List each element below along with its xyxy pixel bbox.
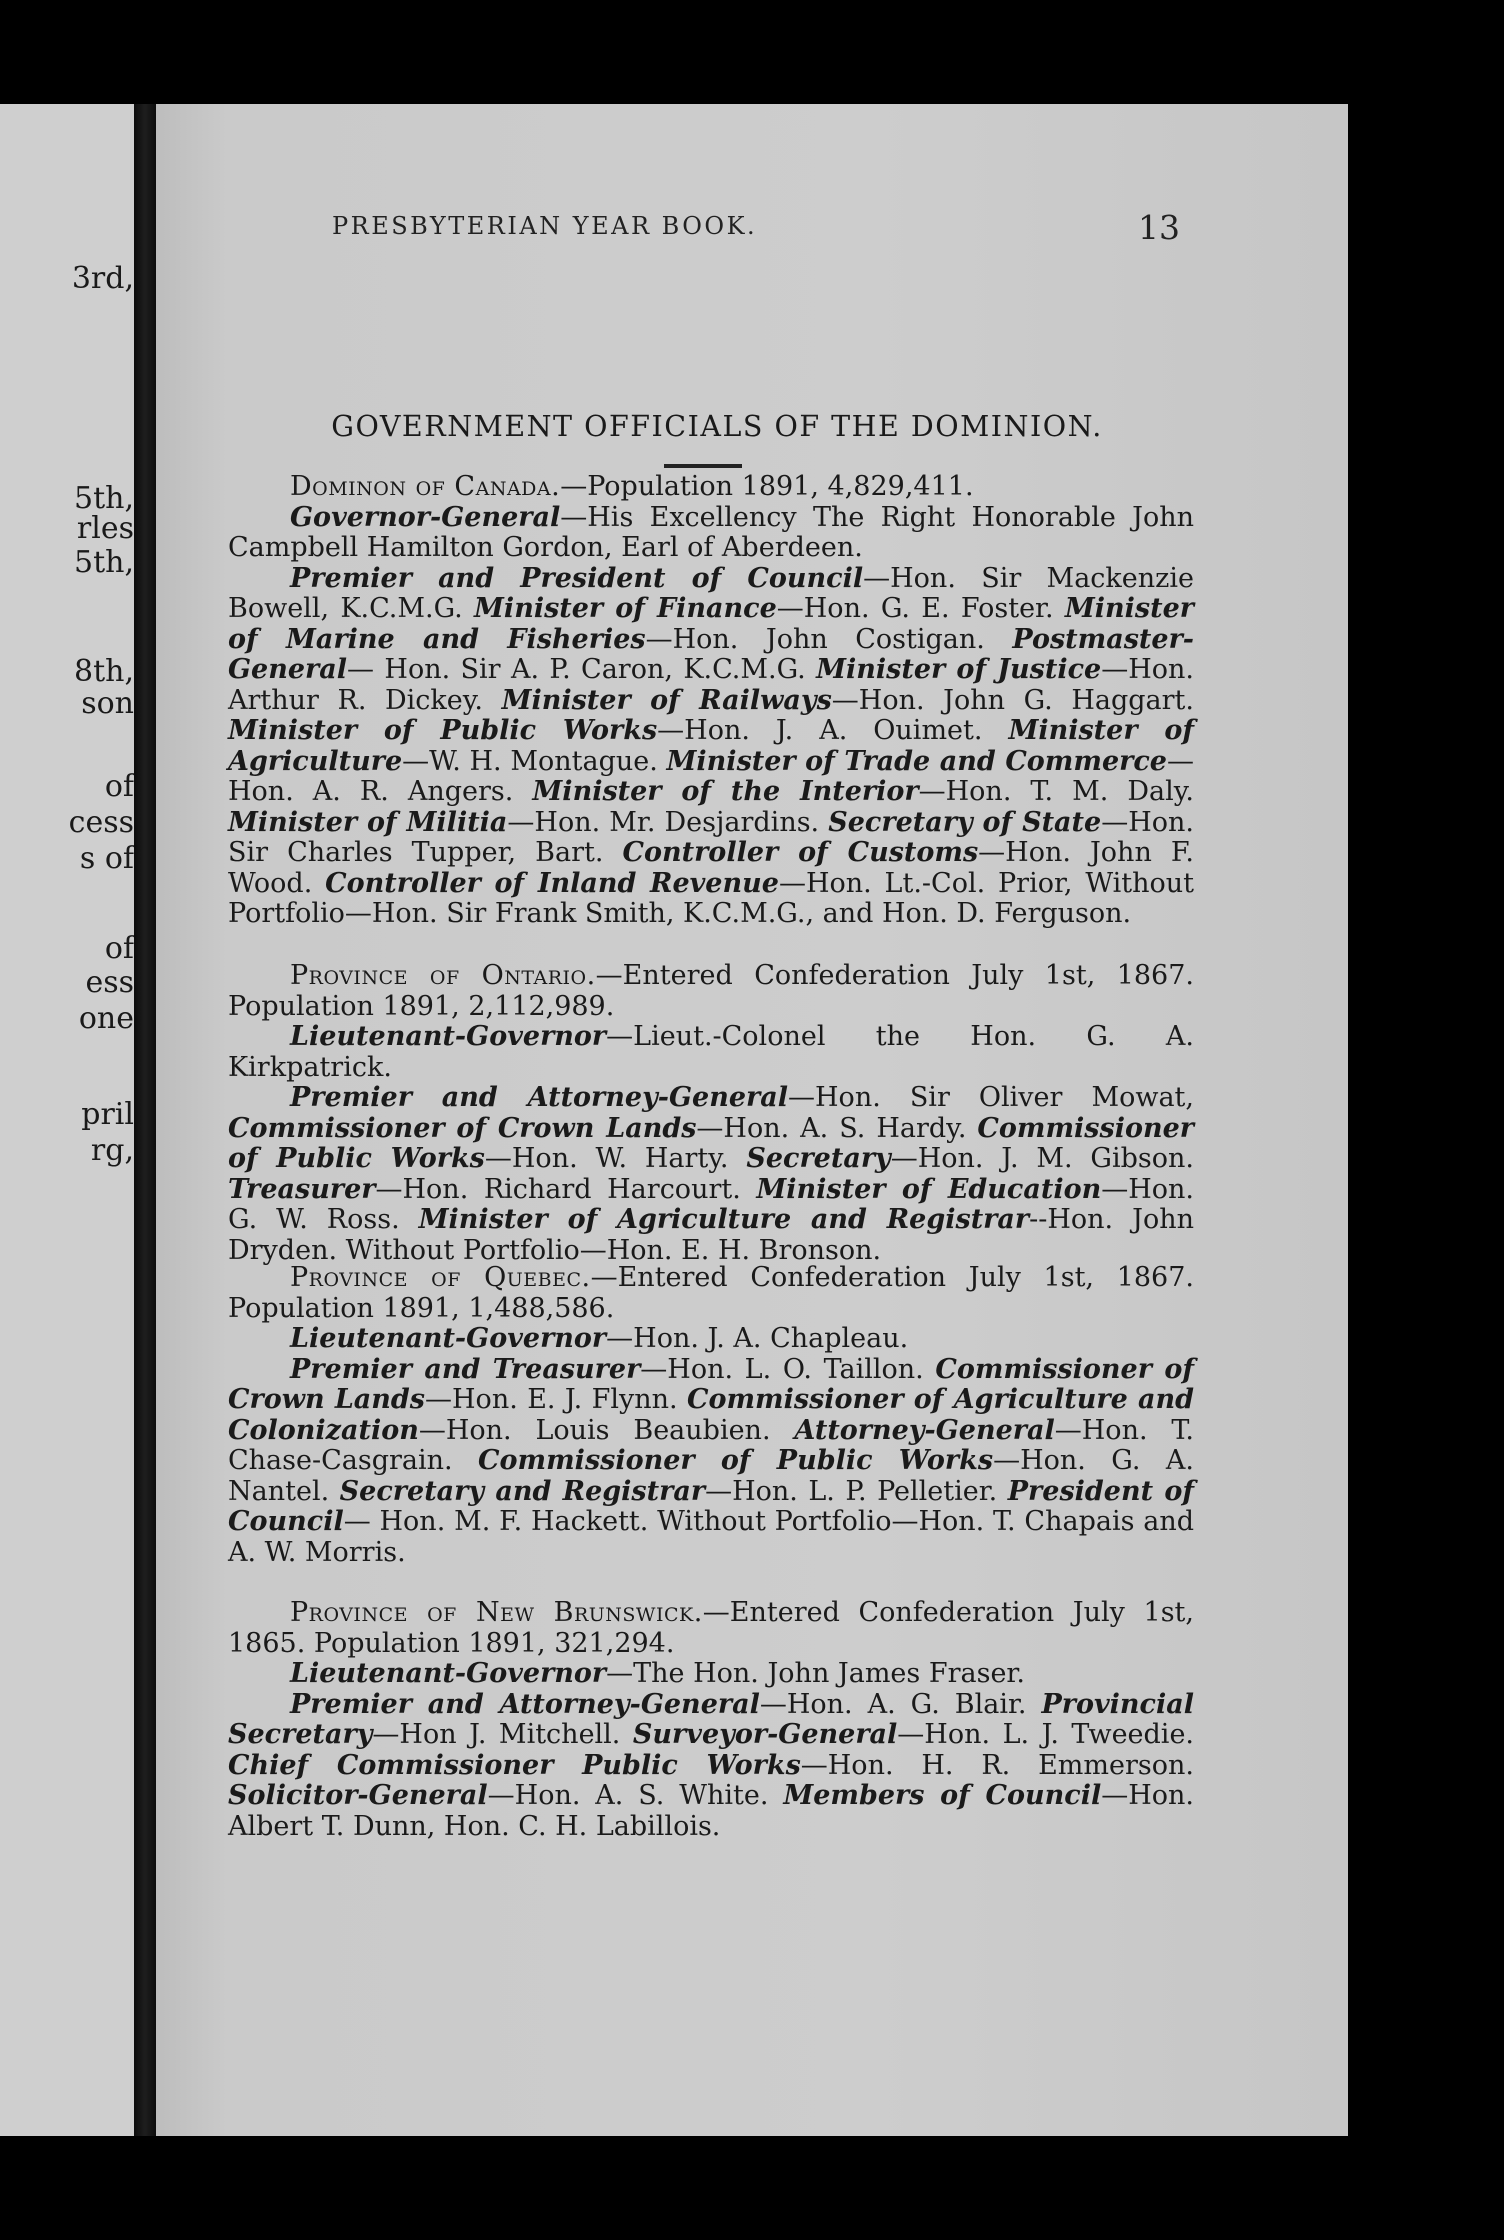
office-holder: —Hon. J. M. Gibson.	[890, 1143, 1195, 1174]
office-holder: —Hon. John F. Wood.	[228, 837, 1194, 899]
office-title: Chief Commissioner Public Works	[228, 1749, 801, 1781]
office-title: Commissioner of Public Works	[228, 1112, 1194, 1174]
office-title: Controller of Inland Revenue	[325, 867, 779, 899]
lieutenant-governor-entry	[228, 1659, 1194, 1690]
office-title: Treasurer	[228, 1173, 376, 1205]
office-holder: —W. H. Montague.	[402, 745, 658, 777]
office-holder: —Hon. Sir Charles Tupper, Bart.	[228, 806, 1194, 868]
office-title: Secretary	[746, 1143, 891, 1174]
left-page-fragment: of	[104, 931, 134, 966]
left-page-fragment: s of	[79, 841, 134, 876]
section-new-brunswick	[228, 1598, 1194, 1842]
role: Governor-General	[290, 501, 561, 533]
office-holder: —Hon. E. J. Flynn.	[425, 1384, 678, 1415]
office-holder: —Hon. Sir Oliver Mowat,	[788, 1082, 1194, 1113]
office-holder: — Hon. Sir A. P. Caron, K.C.M.G.	[347, 654, 806, 685]
holder: —The Hon. John James Fraser.	[606, 1658, 1025, 1689]
left-page-fragment: 5th,	[74, 545, 134, 580]
holder: —Hon. J. A. Chapleau.	[606, 1323, 909, 1354]
office-title: Minister of Marine and Fisheries	[228, 593, 1194, 655]
left-page-fragment: pril	[81, 1097, 134, 1132]
confederation: —Entered Confederation July 1st, 1867. Population 1891, 1,488,586.	[228, 1262, 1194, 1324]
office-title: Provincial Secretary	[228, 1688, 1194, 1750]
lieutenant-governor-entry	[228, 1022, 1194, 1083]
left-page-fragment: one	[78, 1001, 134, 1036]
quebec-heading	[228, 1263, 1194, 1324]
office-holder: —Hon. Louis Beaubien.	[418, 1414, 771, 1446]
role: Lieutenant-Governor	[290, 1323, 607, 1354]
dominion-cabinet	[228, 564, 1194, 930]
office-holder: —Hon. H. R. Emmerson.	[800, 1749, 1194, 1781]
office-title: Members of Council	[783, 1780, 1102, 1811]
section-dominion	[228, 472, 1194, 930]
office-title: Secretary of State	[828, 806, 1102, 838]
section-name: Province of Quebec.	[290, 1262, 591, 1293]
office-holder: —Hon. A. R. Angers.	[228, 745, 1194, 807]
left-page-fragment: ess	[85, 965, 134, 1000]
left-page-fragment: 5th,	[74, 481, 134, 516]
office-holder: —Hon. A. S. White.	[487, 1780, 769, 1811]
office-title: Minister of the Interior	[532, 776, 919, 807]
lieutenant-governor-entry	[228, 1324, 1194, 1355]
book-gutter	[134, 104, 156, 2136]
office-holder: —Hon. Richard Harcourt.	[375, 1173, 741, 1205]
ontario-cabinet	[228, 1083, 1194, 1266]
office-title: Secretary and Registrar	[339, 1475, 706, 1507]
office-holder: —Hon. G. E. Foster.	[776, 593, 1054, 624]
office-title: Premier and President of Council	[290, 562, 864, 594]
office-title: Postmaster-General	[228, 623, 1194, 685]
left-page-fragment: rles	[76, 511, 134, 546]
ontario-heading	[228, 961, 1194, 1022]
office-title: Minister of Trade and Commerce	[666, 745, 1167, 777]
population: —Population 1891, 4,829,411.	[560, 471, 974, 502]
confederation: —Entered Confederation July 1st, 1867. Population 1891, 2,112,989.	[228, 960, 1194, 1022]
office-holder: —Hon. John G. Haggart.	[831, 684, 1194, 716]
office-title: Commissioner of Crown Lands	[228, 1112, 697, 1144]
left-page-edge	[0, 104, 138, 2136]
office-holder: —Hon. T. Chase-Casgrain.	[228, 1414, 1194, 1476]
section-quebec	[228, 1263, 1194, 1568]
confederation: —Entered Confederation July 1st, 1865. Population 1891, 321,294.	[228, 1597, 1194, 1659]
office-holder: —Hon. Arthur R. Dickey.	[228, 654, 1194, 716]
office-title: Minister of Public Works	[228, 715, 658, 746]
page-number: 13	[1138, 208, 1180, 247]
office-holder: —Hon. A. S. Hardy.	[696, 1112, 967, 1144]
office-holder: —Hon. L. O. Taillon.	[640, 1353, 924, 1385]
office-title: Commissioner of Crown Lands	[228, 1353, 1194, 1415]
quebec-cabinet	[228, 1355, 1194, 1569]
office-title: Commissioner of Agriculture and Colonization	[228, 1384, 1195, 1446]
office-title: Attorney-General	[794, 1414, 1055, 1446]
office-title: Minister of Education	[756, 1173, 1102, 1205]
office-holder: —Hon. A. G. Blair.	[759, 1688, 1027, 1720]
role: Lieutenant-Governor	[290, 1658, 607, 1689]
office-title: Minister of Railways	[501, 684, 832, 716]
left-page-fragment: cess	[68, 805, 134, 840]
governor-general-entry	[228, 503, 1194, 564]
office-holder: —Hon. Mr. Desjardins.	[507, 806, 820, 838]
office-title: Minister of Justice	[816, 654, 1102, 685]
office-holder: —Hon. John Costigan.	[645, 623, 985, 655]
left-page-fragment: rg,	[90, 1133, 134, 1168]
left-page-fragment: 8th,	[74, 654, 134, 689]
running-head: PRESBYTERIAN YEAR BOOK.	[332, 212, 758, 240]
section-ontario	[228, 961, 1194, 1266]
office-title: Minister of Agriculture	[228, 715, 1194, 777]
office-title: Commissioner of Public Works	[478, 1445, 994, 1476]
office-holder: —Hon. Albert T. Dunn, Hon. C. H. Labillois.	[228, 1780, 1194, 1842]
section-name: Province of Ontario.	[290, 960, 596, 991]
office-title: Minister of Finance	[474, 593, 777, 624]
holder: —His Excellency The Right Honorable John Campbell Hamilton Gordon, Earl of Aberdeen.	[228, 501, 1194, 563]
office-title: Minister of Militia	[228, 806, 508, 838]
dominion-heading	[228, 472, 1194, 503]
holder: —Lieut.-Colonel the Hon. G. A. Kirkpatrick.	[228, 1021, 1194, 1083]
section-name: Province of New Brunswick.	[290, 1597, 703, 1628]
section-name: Dominon of Canada.	[290, 471, 561, 502]
page-title: GOVERNMENT OFFICIALS OF THE DOMINION.	[331, 410, 1103, 443]
office-holder: —Hon J. Mitchell.	[372, 1719, 621, 1750]
office-title: President of Council	[228, 1475, 1194, 1537]
office-title: Premier and Treasurer	[290, 1353, 641, 1385]
office-holder: —Hon. J. A. Ouimet.	[657, 715, 983, 746]
office-title: Premier and Attorney-General	[290, 1082, 789, 1113]
new-brunswick-heading	[228, 1598, 1194, 1659]
office-holder: —Hon. L. J. Tweedie.	[897, 1719, 1195, 1750]
left-page-fragment: of	[104, 769, 134, 804]
office-title: Minister of Agriculture and Registrar	[418, 1204, 1030, 1235]
office-holder: —Hon. G. A. Nantel.	[228, 1445, 1194, 1507]
office-title: Surveyor-General	[632, 1719, 898, 1750]
office-holder: --Hon. John Dryden. Without Portfolio—Hon. E. H. Bronson.	[228, 1204, 1194, 1266]
new-brunswick-cabinet	[228, 1690, 1194, 1843]
office-holder: —Hon. Lt.-Col. Prior, Without Portfolio—Hon. Sir Frank Smith, K.C.M.G., and Hon. D. Ferguson.	[228, 867, 1194, 929]
left-page-fragment: son	[81, 686, 134, 721]
office-title: Premier and Attorney-General	[290, 1688, 760, 1720]
role: Lieutenant-Governor	[290, 1021, 607, 1052]
office-holder: —Hon. G. W. Ross.	[228, 1173, 1194, 1235]
office-holder: —Hon. Sir Mackenzie Bowell, K.C.M.G.	[228, 562, 1194, 624]
office-holder: —Hon. T. M. Daly.	[918, 776, 1194, 807]
office-title: Solicitor-General	[228, 1780, 488, 1811]
office-holder: —Hon. L. P. Pelletier.	[705, 1475, 998, 1507]
office-title: Controller of Customs	[622, 837, 979, 868]
office-holder: — Hon. M. F. Hackett. Without Portfolio—Hon. T. Chapais and A. W. Morris.	[228, 1506, 1194, 1568]
title-rule	[664, 464, 742, 468]
left-page-fragment: 3rd,	[71, 261, 134, 296]
office-holder: —Hon. W. Harty.	[484, 1143, 729, 1174]
